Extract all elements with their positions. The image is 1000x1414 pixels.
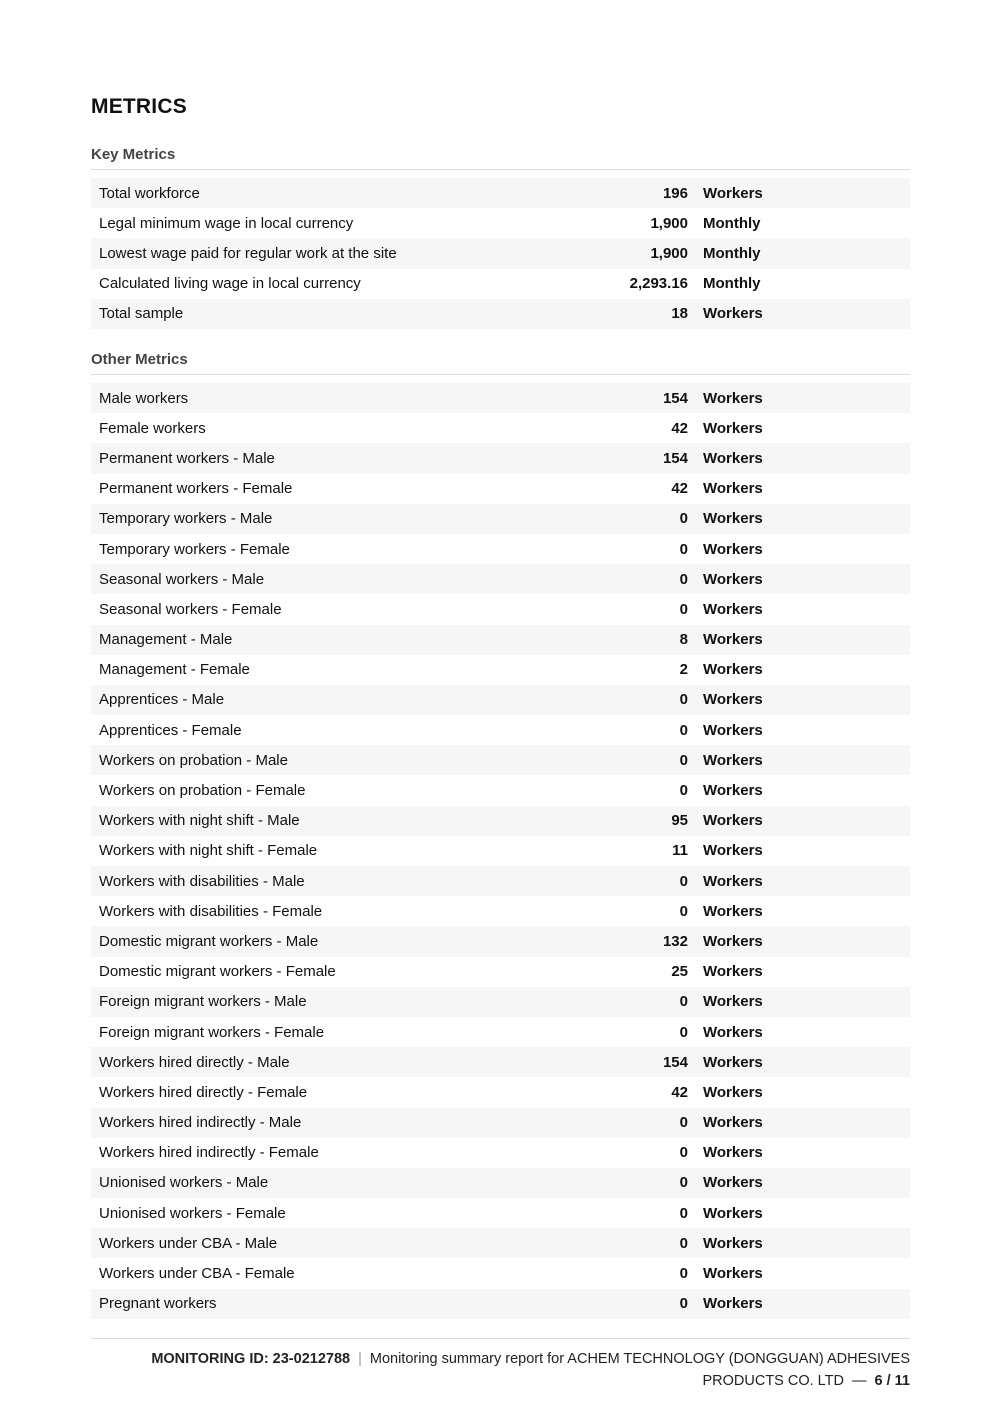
metric-unit: Workers: [703, 993, 763, 1011]
metric-value: 0: [679, 691, 688, 709]
table-row: [91, 1289, 910, 1319]
other-metrics-table: [91, 383, 910, 1319]
table-row: [91, 534, 910, 564]
metric-label: Management - Male: [99, 631, 233, 649]
table-row: [91, 178, 910, 208]
table-row: [91, 383, 910, 413]
metric-label: Total sample: [99, 305, 184, 323]
table-row: [91, 1258, 910, 1288]
metric-value: 0: [679, 540, 688, 558]
table-row: [91, 594, 910, 624]
metric-unit: Workers: [703, 751, 763, 769]
metric-label: Management - Female: [99, 661, 250, 679]
table-row: [91, 1077, 910, 1107]
metric-unit: Workers: [703, 691, 763, 709]
page-footer: [91, 1348, 910, 1392]
metric-unit: Workers: [703, 305, 763, 323]
metric-unit: Workers: [703, 1204, 763, 1222]
footer-line-2: [91, 1370, 910, 1392]
metric-unit: Workers: [703, 872, 763, 890]
footer-separator: |: [358, 1351, 362, 1367]
metric-unit: Workers: [703, 1053, 763, 1071]
metric-label: Workers with night shift - Male: [99, 812, 300, 830]
table-row: [91, 866, 910, 896]
metric-label: Workers on probation - Male: [99, 751, 288, 769]
metric-value: 0: [679, 1114, 688, 1132]
metric-unit: Workers: [703, 932, 763, 950]
table-row: [91, 208, 910, 238]
metric-unit: Workers: [703, 419, 763, 437]
metric-label: Total workforce: [99, 184, 200, 202]
metric-value: 42: [671, 419, 688, 437]
metric-value: 0: [679, 1295, 688, 1313]
metric-unit: Workers: [703, 184, 763, 202]
page-number: 6 / 11: [874, 1373, 910, 1389]
metric-label: Male workers: [99, 389, 189, 407]
metric-value: 154: [662, 389, 688, 407]
metric-unit: Workers: [703, 1265, 763, 1283]
metric-unit: Workers: [703, 449, 763, 467]
report-title-line-1: Monitoring summary report for ACHEM TECHNOLOGY (DONGGUAN) ADHESIVES: [369, 1351, 910, 1367]
metric-label: Workers with night shift - Female: [99, 842, 318, 860]
monitoring-id: MONITORING ID: 23-0212788: [151, 1351, 351, 1367]
metric-label: Pregnant workers: [99, 1295, 217, 1313]
metric-unit: Workers: [703, 570, 763, 588]
metric-unit: Workers: [703, 631, 763, 649]
metric-unit: Workers: [703, 1023, 763, 1041]
metric-label: Workers hired directly - Female: [99, 1083, 308, 1101]
table-row: [91, 957, 910, 987]
table-row: [91, 1108, 910, 1138]
metric-value: 0: [679, 1174, 688, 1192]
metric-unit: Workers: [703, 1295, 763, 1313]
table-row: [91, 625, 910, 655]
footer-dash: —: [852, 1373, 867, 1389]
metric-label: Unionised workers - Female: [99, 1204, 286, 1222]
metric-label: Seasonal workers - Male: [99, 570, 265, 588]
metric-value: 0: [679, 872, 688, 890]
metric-unit: Workers: [703, 782, 763, 800]
metric-label: Workers on probation - Female: [99, 782, 306, 800]
metric-label: Workers hired directly - Male: [99, 1053, 290, 1071]
metric-label: Apprentices - Male: [99, 691, 225, 709]
other-metrics-heading: Other Metrics: [91, 351, 910, 375]
table-row: [91, 1017, 910, 1047]
metric-unit: Workers: [703, 1144, 763, 1162]
metric-label: Legal minimum wage in local currency: [99, 214, 354, 232]
metric-value: 196: [662, 184, 688, 202]
metric-label: Domestic migrant workers - Male: [99, 932, 319, 950]
metric-label: Workers with disabilities - Female: [99, 902, 323, 920]
table-row: [91, 1138, 910, 1168]
table-row: [91, 269, 910, 299]
table-row: [91, 1047, 910, 1077]
metric-unit: Workers: [703, 842, 763, 860]
metric-label: Temporary workers - Male: [99, 510, 273, 528]
table-row: [91, 715, 910, 745]
metric-value: 0: [679, 1144, 688, 1162]
metric-unit: Workers: [703, 812, 763, 830]
table-row: [91, 1228, 910, 1258]
metric-unit: Workers: [703, 510, 763, 528]
metric-value: 0: [679, 993, 688, 1011]
table-row: [91, 238, 910, 268]
metric-value: 42: [671, 1083, 688, 1101]
metric-value: 0: [679, 902, 688, 920]
metric-unit: Workers: [703, 1234, 763, 1252]
footer-line-1: [91, 1348, 910, 1370]
table-row: [91, 987, 910, 1017]
metric-unit: Workers: [703, 480, 763, 498]
metric-label: Workers hired indirectly - Male: [99, 1114, 302, 1132]
table-row: [91, 836, 910, 866]
metric-value: 0: [679, 782, 688, 800]
metric-label: Foreign migrant workers - Male: [99, 993, 307, 1011]
metric-value: 0: [679, 600, 688, 618]
metric-value: 0: [679, 1204, 688, 1222]
metric-unit: Workers: [703, 1083, 763, 1101]
table-row: [91, 926, 910, 956]
metric-value: 0: [679, 751, 688, 769]
metric-unit: Monthly: [703, 275, 761, 293]
key-metrics-heading: Key Metrics: [91, 146, 910, 170]
table-row: [91, 299, 910, 329]
metric-unit: Workers: [703, 1114, 763, 1132]
table-row: [91, 413, 910, 443]
table-row: [91, 806, 910, 836]
table-row: [91, 1168, 910, 1198]
table-row: [91, 685, 910, 715]
metric-value: 154: [662, 449, 688, 467]
metric-value: 0: [679, 1023, 688, 1041]
table-row: [91, 896, 910, 926]
metric-unit: Workers: [703, 389, 763, 407]
report-title-line-2: PRODUCTS CO. LTD: [702, 1373, 845, 1389]
metric-label: Workers hired indirectly - Female: [99, 1144, 319, 1162]
metric-label: Domestic migrant workers - Female: [99, 963, 336, 981]
footer-divider: [91, 1338, 910, 1339]
metric-unit: Workers: [703, 540, 763, 558]
metric-label: Workers under CBA - Female: [99, 1265, 295, 1283]
key-metrics-table: [91, 178, 910, 329]
metric-value: 0: [679, 570, 688, 588]
metric-value: 18: [671, 305, 688, 323]
metric-unit: Workers: [703, 661, 763, 679]
metric-value: 0: [679, 1265, 688, 1283]
table-row: [91, 564, 910, 594]
metric-unit: Workers: [703, 902, 763, 920]
metric-value: 25: [671, 963, 688, 981]
table-row: [91, 443, 910, 473]
metric-label: Lowest wage paid for regular work at the site: [99, 244, 397, 262]
page-title: METRICS: [91, 95, 187, 118]
metric-value: 0: [679, 510, 688, 528]
table-row: [91, 474, 910, 504]
metric-value: 11: [672, 842, 688, 860]
metric-unit: Workers: [703, 600, 763, 618]
metric-label: Foreign migrant workers - Female: [99, 1023, 325, 1041]
metric-label: Unionised workers - Male: [99, 1174, 269, 1192]
metric-value: 95: [671, 812, 688, 830]
table-row: [91, 504, 910, 534]
metric-value: 1,900: [650, 244, 688, 262]
metric-label: Workers under CBA - Male: [99, 1234, 278, 1252]
metric-label: Female workers: [99, 419, 206, 437]
metric-value: 8: [679, 631, 688, 649]
metric-label: Apprentices - Female: [99, 721, 242, 739]
metric-label: Temporary workers - Female: [99, 540, 290, 558]
metric-unit: Workers: [703, 1174, 763, 1192]
metric-label: Calculated living wage in local currency: [99, 275, 361, 293]
metric-value: 0: [679, 721, 688, 739]
metric-value: 154: [662, 1053, 688, 1071]
metric-value: 42: [671, 480, 688, 498]
metric-label: Permanent workers - Male: [99, 449, 275, 467]
metric-unit: Monthly: [703, 214, 761, 232]
metric-label: Permanent workers - Female: [99, 480, 293, 498]
metric-value: 132: [662, 932, 688, 950]
metric-value: 0: [679, 1234, 688, 1252]
metric-value: 2: [679, 661, 688, 679]
table-row: [91, 655, 910, 685]
metric-unit: Workers: [703, 963, 763, 981]
metric-unit: Workers: [703, 721, 763, 739]
table-row: [91, 745, 910, 775]
metric-value: 2,293.16: [629, 275, 688, 293]
metric-label: Seasonal workers - Female: [99, 600, 282, 618]
metric-unit: Monthly: [703, 244, 761, 262]
table-row: [91, 1198, 910, 1228]
metric-value: 1,900: [650, 214, 688, 232]
table-row: [91, 775, 910, 805]
metric-label: Workers with disabilities - Male: [99, 872, 305, 890]
